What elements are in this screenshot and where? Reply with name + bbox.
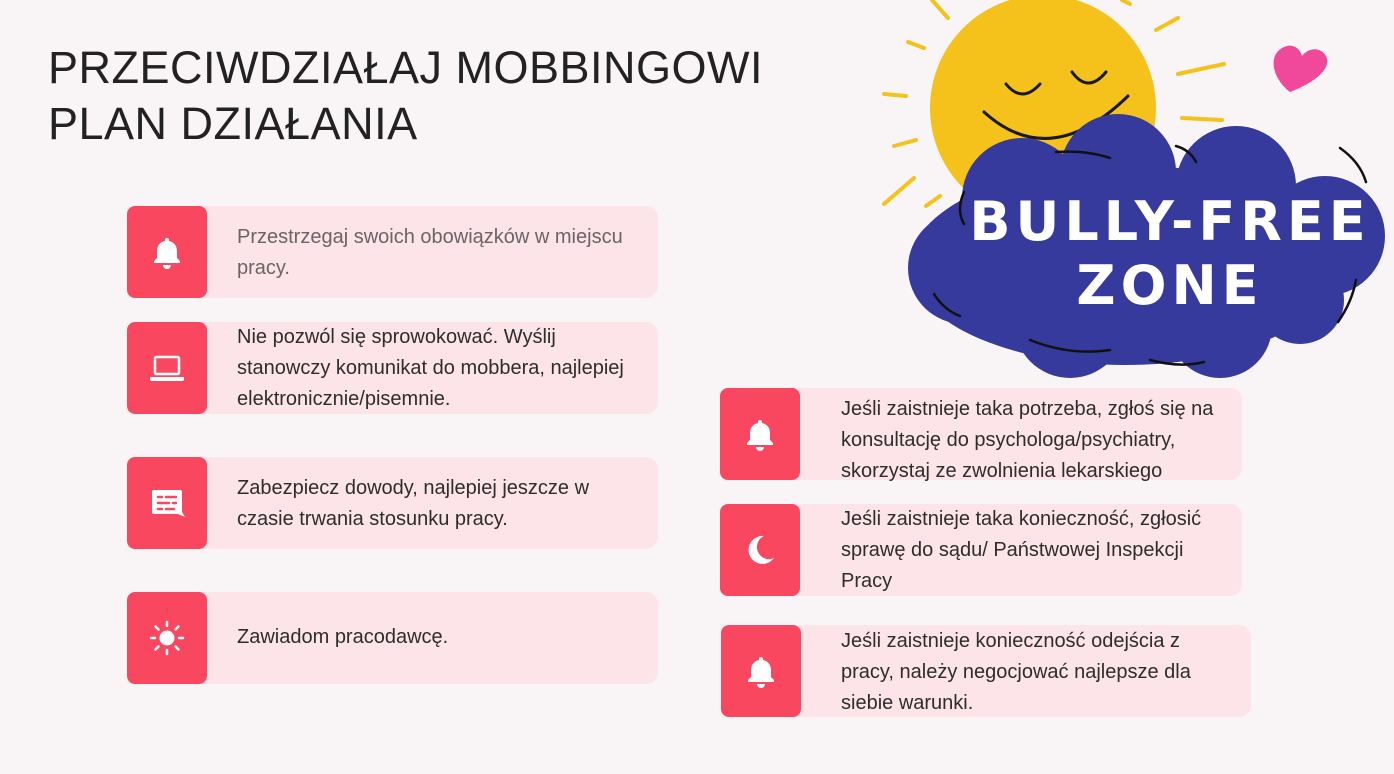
step-card-4	[127, 592, 658, 684]
step-text: Zawiadom pracodawcę.	[237, 626, 449, 648]
step-card-2	[127, 322, 658, 414]
heart-icon	[1274, 46, 1328, 92]
badge-line-2: ZONE	[1076, 254, 1264, 317]
step-card-7	[721, 625, 1251, 717]
moon-icon	[740, 530, 780, 570]
step-text: Przestrzegaj swoich obowiązków w miejscu pracy.	[237, 226, 623, 279]
step-card-1	[127, 206, 658, 298]
step-icon-box	[127, 592, 207, 684]
step-text: Jeśli zaistnieje konieczność odejścia z pracy, należy negocjować najlepsze dla siebie warunki.	[841, 630, 1191, 714]
title-line-2: PLAN DZIAŁANIA	[48, 98, 418, 149]
step-text: Zabezpiecz dowody, najlepiej jeszcze w czasie trwania stosunku pracy.	[237, 477, 590, 530]
step-card-3	[127, 457, 658, 549]
step-icon-box	[721, 625, 801, 717]
step-icon-box	[720, 504, 800, 596]
bell-icon	[147, 232, 187, 272]
bell-icon	[741, 651, 781, 691]
step-text: Jeśli zaistnieje taka potrzeba, zgłoś się na konsultację do psychologa/psychiatry, skorzystaj ze zwolnienia lekarskiego	[841, 398, 1214, 482]
step-icon-box	[127, 457, 207, 549]
step-icon-box	[127, 206, 207, 298]
step-text: Jeśli zaistnieje taka konieczność, zgłosić sprawę do sądu/ Państwowej Inspekcji Pracy	[841, 508, 1202, 592]
step-icon-box	[720, 388, 800, 480]
title-line-1: PRZECIWDZIAŁAJ MOBBINGOWI	[48, 42, 764, 93]
step-card-6	[720, 504, 1242, 596]
badge-line-1: BULLY-FREE	[969, 190, 1371, 253]
laptop-icon	[147, 348, 187, 388]
step-text: Nie pozwól się sprowokować. Wyślij stanowczy komunikat do mobbera, najlepiej elektronicznie/pisemnie.	[237, 326, 624, 410]
page-title	[48, 40, 763, 152]
step-card-5	[720, 388, 1242, 480]
bully-free-zone-badge	[960, 190, 1380, 318]
sun-icon	[147, 618, 187, 658]
step-icon-box	[127, 322, 207, 414]
chat-document-icon	[147, 483, 187, 523]
bell-icon	[740, 414, 780, 454]
